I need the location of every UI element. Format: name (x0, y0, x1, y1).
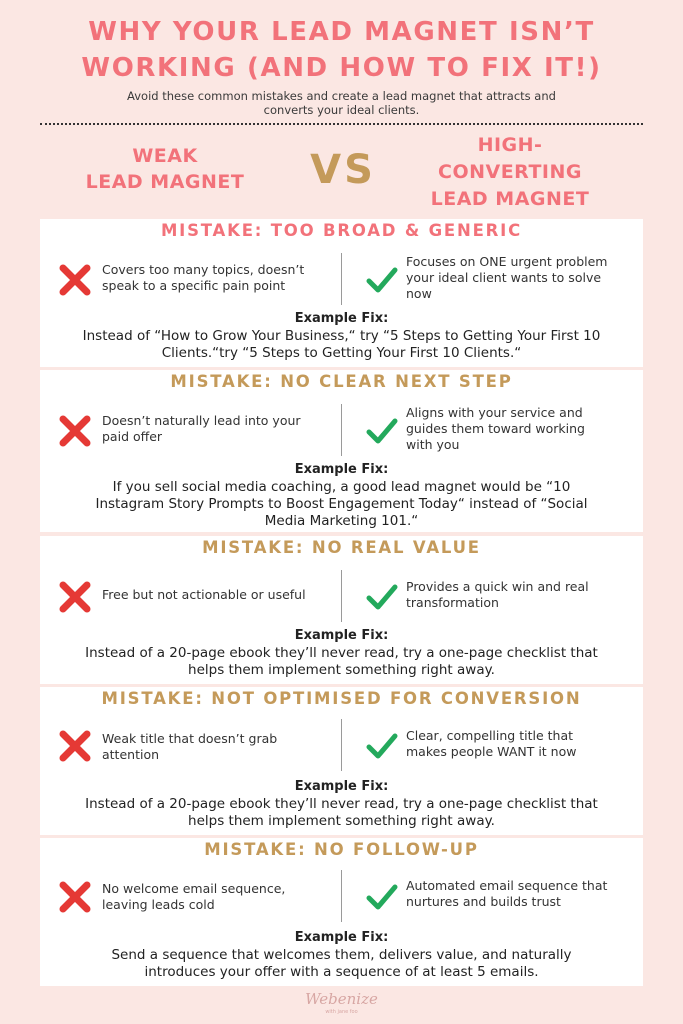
mistake-title: MISTAKE: NOT OPTIMISED FOR CONVERSION (101, 689, 582, 708)
weak-line: Doesn’t naturally lead into your (102, 413, 301, 428)
strong-point (406, 254, 607, 302)
mistake-title: MISTAKE: TOO BROAD & GENERIC (160, 221, 523, 240)
fix-line: introduces your offer with a sequence of at least 5 emails. (144, 964, 539, 980)
check-mark-icon (366, 582, 398, 612)
fix-line: If you sell social media coaching, a good lead magnet would be “10 (112, 479, 571, 495)
mistake-title: MISTAKE: NO CLEAR NEXT STEP (170, 372, 513, 391)
strong-point (406, 405, 585, 453)
weak-point (102, 881, 285, 913)
high-converting-heading (410, 132, 610, 213)
example-fix-text (46, 479, 637, 530)
page-title (0, 14, 683, 86)
page-subtitle (80, 89, 603, 117)
weak-heading-line-2: LEAD MAGNET (85, 171, 245, 193)
column-divider (341, 719, 342, 771)
weak-line: leaving leads cold (102, 897, 215, 912)
mistake-title: MISTAKE: NO FOLLOW-UP (204, 840, 479, 859)
comparison-row (40, 404, 643, 456)
column-divider (341, 570, 342, 622)
x-mark-icon (58, 414, 92, 448)
comparison-row (40, 870, 643, 922)
subtitle-line-2: converts your ideal clients. (263, 103, 420, 117)
strong-point (406, 878, 607, 910)
example-fix-label: Example Fix: (294, 628, 389, 643)
example-fix-text (46, 947, 637, 981)
weak-line: No welcome email sequence, (102, 881, 286, 896)
x-mark-icon (58, 880, 92, 914)
x-mark-icon (58, 263, 92, 297)
strong-line: with you (406, 437, 460, 452)
check-mark-icon (366, 882, 398, 912)
check-mark-icon (366, 416, 398, 446)
check-mark-icon (366, 265, 398, 295)
strong-heading-line-1: HIGH- (477, 134, 543, 156)
example-fix-label: Example Fix: (294, 311, 389, 326)
example-fix-text (46, 645, 637, 679)
strong-line: Focuses on ONE urgent problem (406, 254, 608, 269)
example-fix-label: Example Fix: (294, 779, 389, 794)
brand-logo: Webenize (305, 990, 378, 1008)
mistake-title: MISTAKE: NO REAL VALUE (202, 538, 481, 557)
check-mark-icon (366, 731, 398, 761)
strong-line: transformation (406, 595, 499, 610)
example-fix-label: Example Fix: (294, 930, 389, 945)
weak-line: attention (102, 747, 160, 762)
strong-line: now (406, 286, 432, 301)
weak-point (102, 731, 277, 763)
strong-line: nurtures and builds trust (406, 894, 561, 909)
title-line-1: WHY YOUR LEAD MAGNET ISN’T (88, 17, 595, 47)
mistake-card-2 (40, 370, 643, 532)
subtitle-line-1: Avoid these common mistakes and create a lead magnet that attracts and (127, 89, 556, 103)
fix-line: Instead of a 20-page ebook they’ll never read, try a one-page checklist that (85, 796, 598, 812)
weak-point (102, 587, 306, 603)
weak-heading-line-1: WEAK (132, 145, 198, 167)
strong-line: Provides a quick win and real (406, 579, 589, 594)
fix-line: Instead of a 20-page ebook they’ll never read, try a one-page checklist that (85, 645, 598, 661)
strong-heading-line-2: CONVERTING (438, 161, 582, 183)
brand-tagline: with jane foo (325, 1009, 358, 1015)
x-mark-icon (58, 580, 92, 614)
example-fix-label: Example Fix: (294, 462, 389, 477)
weak-line: Weak title that doesn’t grab (102, 731, 278, 746)
fix-line: Media Marketing 101.“ (264, 513, 419, 529)
strong-line: your ideal client wants to solve (406, 270, 602, 285)
comparison-row (40, 719, 643, 771)
example-fix-text (46, 796, 637, 830)
fix-line: helps them implement something right away. (188, 813, 495, 829)
weak-lead-magnet-heading (70, 143, 260, 195)
strong-line: Automated email sequence that (406, 878, 608, 893)
weak-point (102, 413, 301, 445)
mistake-card-3 (40, 536, 643, 684)
strong-line: guides them toward working (406, 421, 585, 436)
mistake-card-4 (40, 687, 643, 835)
strong-heading-line-3: LEAD MAGNET (430, 188, 590, 210)
example-fix-text (46, 328, 637, 362)
dotted-divider (40, 123, 643, 125)
fix-line: helps them implement something right away. (188, 662, 495, 678)
weak-point (102, 262, 304, 294)
weak-line: paid offer (102, 429, 163, 444)
strong-point (406, 728, 576, 760)
strong-line: Clear, compelling title that (406, 728, 574, 743)
vs-label: VS (310, 147, 376, 193)
column-divider (341, 870, 342, 922)
weak-line: speak to a specific pain point (102, 278, 286, 293)
mistake-card-5 (40, 838, 643, 986)
comparison-row (40, 253, 643, 305)
x-mark-icon (58, 729, 92, 763)
strong-point (406, 579, 589, 611)
fix-line: Instead of “How to Grow Your Business,“ try “5 Steps to Getting Your First 10 (82, 328, 601, 344)
column-divider (341, 404, 342, 456)
strong-line: makes people WANT it now (406, 744, 577, 759)
comparison-row (40, 570, 643, 622)
fix-line: Send a sequence that welcomes them, delivers value, and naturally (111, 947, 572, 963)
fix-line: Clients.“try “5 Steps to Getting Your First 10 Clients.“ (161, 345, 522, 361)
weak-line: Covers too many topics, doesn’t (102, 262, 305, 277)
fix-line: Instagram Story Prompts to Boost Engagement Today“ instead of “Social (95, 496, 588, 512)
strong-line: Aligns with your service and (406, 405, 583, 420)
title-line-2: WORKING (AND HOW TO FIX IT!) (81, 53, 602, 83)
column-divider (341, 253, 342, 305)
weak-line: Free but not actionable or useful (102, 587, 306, 602)
mistake-card-1 (40, 219, 643, 367)
